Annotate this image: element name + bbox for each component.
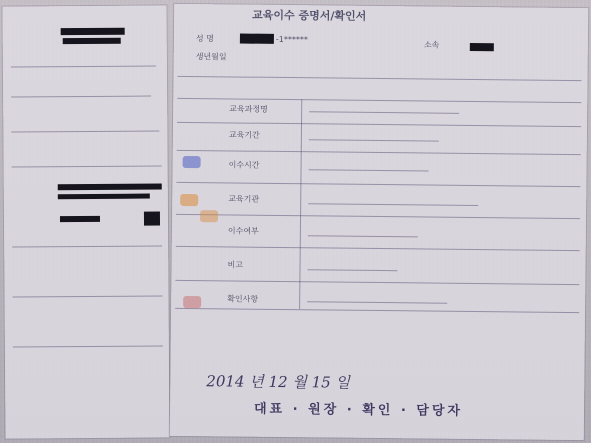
row-value — [309, 111, 459, 114]
org-label: 소속 — [423, 40, 440, 50]
row-divider — [176, 246, 580, 251]
row-value — [307, 301, 447, 303]
row-value — [308, 235, 418, 237]
row-divider — [177, 150, 581, 155]
row-label: 이수시간 — [228, 160, 260, 170]
id-number-suffix: -1****** — [275, 34, 308, 45]
redacted-block — [60, 216, 100, 222]
row-value — [309, 139, 439, 141]
table-top-border — [177, 98, 581, 103]
row-label: 확인사항 — [227, 294, 259, 304]
left-page — [2, 5, 169, 438]
text-line — [11, 66, 156, 68]
redacted-block — [63, 38, 121, 44]
row-value — [309, 169, 429, 171]
text-line — [11, 96, 151, 98]
row-value — [307, 269, 397, 271]
dob-label: 생년월일 — [195, 52, 227, 62]
row-divider — [175, 280, 579, 285]
redacted-name — [240, 34, 274, 44]
text-line — [12, 245, 162, 247]
row-label: 교육기간 — [228, 130, 260, 140]
redacted-org — [470, 43, 494, 51]
table-bottom-border — [175, 308, 579, 313]
row-divider — [176, 214, 580, 219]
orange-mark-icon — [180, 194, 198, 206]
signature-line: 대표 · 원장 · 확인 · 담당자 — [253, 401, 464, 419]
red-mark-icon — [183, 296, 201, 308]
text-line — [11, 130, 159, 132]
row-value — [308, 203, 478, 206]
name-label: 성 명 — [195, 34, 214, 44]
text-line — [13, 295, 163, 297]
redacted-block — [58, 183, 162, 190]
row-label: 비고 — [227, 260, 244, 270]
row-divider — [177, 122, 581, 127]
document-title: 교육이수 증명서/확인서 — [252, 8, 367, 23]
text-line — [13, 345, 163, 347]
redacted-block — [58, 194, 150, 200]
label-column-divider — [299, 99, 302, 309]
row-label: 교육기관 — [228, 194, 260, 204]
row-divider — [176, 182, 580, 187]
redacted-block — [61, 28, 125, 35]
text-line — [12, 165, 162, 167]
main-page — [170, 4, 589, 440]
redacted-block — [144, 211, 160, 225]
row-label: 교육과정명 — [229, 104, 268, 114]
handwritten-date: 2014 년 12 월 15 일 — [206, 372, 351, 392]
orange-mark-icon — [200, 210, 218, 222]
blue-mark-icon — [183, 156, 201, 168]
header-divider — [178, 76, 582, 81]
row-label: 이수여부 — [227, 226, 259, 236]
